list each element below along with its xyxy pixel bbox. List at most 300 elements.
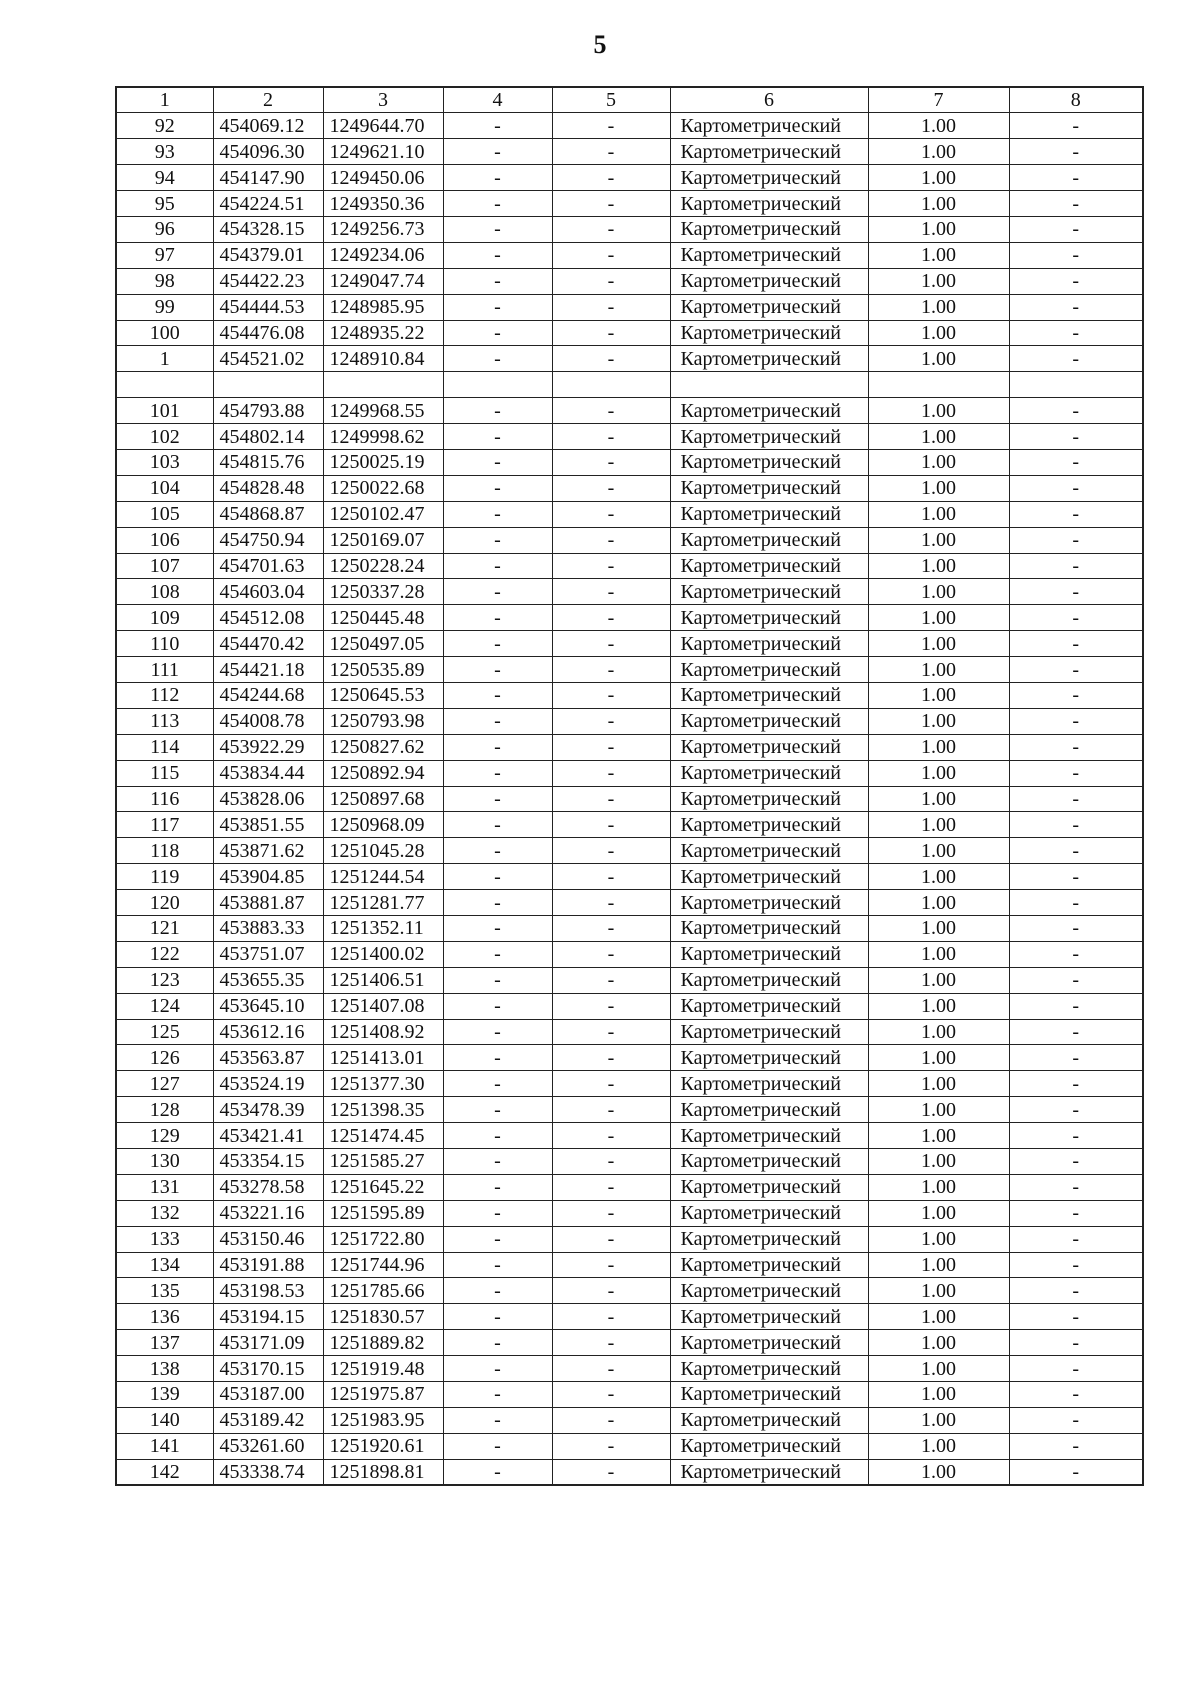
table-cell: - <box>1009 1097 1143 1123</box>
table-cell: - <box>443 812 552 838</box>
table-cell: - <box>552 165 670 191</box>
table-row <box>116 1459 1143 1485</box>
table-cell: 453194.15 <box>213 1304 323 1330</box>
table-cell: 1250228.24 <box>323 553 443 579</box>
table-cell: - <box>443 216 552 242</box>
table-row <box>116 941 1143 967</box>
table-cell: - <box>552 1407 670 1433</box>
table-row <box>116 165 1143 191</box>
table-cell: 132 <box>116 1200 213 1226</box>
table-cell: 454868.87 <box>213 501 323 527</box>
table-cell: 453612.16 <box>213 1019 323 1045</box>
table-cell: - <box>443 760 552 786</box>
table-row <box>116 294 1143 320</box>
table-cell: - <box>552 941 670 967</box>
table-cell: - <box>443 682 552 708</box>
table-cell: - <box>1009 993 1143 1019</box>
table-cell: - <box>552 475 670 501</box>
table-cell: - <box>1009 708 1143 734</box>
table-cell: 1250645.53 <box>323 682 443 708</box>
table-cell: 116 <box>116 786 213 812</box>
table-row <box>116 890 1143 916</box>
table-cell: Картометрический <box>670 864 868 890</box>
table-cell: - <box>443 1149 552 1175</box>
table-cell: 453751.07 <box>213 941 323 967</box>
table-cell: 1.00 <box>868 1252 1009 1278</box>
table-cell: 112 <box>116 682 213 708</box>
table-cell: 1249256.73 <box>323 216 443 242</box>
table-cell: - <box>443 449 552 475</box>
table-cell: - <box>443 1174 552 1200</box>
table-cell: 454379.01 <box>213 242 323 268</box>
table-cell: 123 <box>116 967 213 993</box>
table-cell: 454470.42 <box>213 631 323 657</box>
table-cell: - <box>443 1330 552 1356</box>
table-cell: 1251408.92 <box>323 1019 443 1045</box>
table-cell: - <box>552 1252 670 1278</box>
table-cell: 454096.30 <box>213 139 323 165</box>
table-cell: - <box>552 553 670 579</box>
table-cell: 454793.88 <box>213 398 323 424</box>
table-cell: 110 <box>116 631 213 657</box>
table-cell: 454444.53 <box>213 294 323 320</box>
table-cell: - <box>552 1019 670 1045</box>
table-cell: 1.00 <box>868 1382 1009 1408</box>
header-cell: 3 <box>323 87 443 113</box>
table-cell: - <box>552 1071 670 1097</box>
table-cell: 1.00 <box>868 1304 1009 1330</box>
table-cell: - <box>1009 346 1143 372</box>
table-cell: 118 <box>116 838 213 864</box>
table-cell: 1.00 <box>868 812 1009 838</box>
table-cell: 1.00 <box>868 191 1009 217</box>
table-cell: - <box>1009 113 1143 139</box>
table-cell: - <box>443 605 552 631</box>
table-cell: - <box>443 1045 552 1071</box>
table-row <box>116 657 1143 683</box>
table-cell <box>116 372 213 398</box>
table-cell: - <box>552 967 670 993</box>
table-row <box>116 553 1143 579</box>
table-cell: Картометрический <box>670 1330 868 1356</box>
table-cell: - <box>552 398 670 424</box>
table-cell: - <box>552 320 670 346</box>
table-cell: 142 <box>116 1459 213 1485</box>
table-cell: 1.00 <box>868 216 1009 242</box>
table-row <box>116 1123 1143 1149</box>
table-cell: - <box>1009 1278 1143 1304</box>
table-cell: 454244.68 <box>213 682 323 708</box>
table-cell: 120 <box>116 890 213 916</box>
table-cell: - <box>552 838 670 864</box>
table-cell: Картометрический <box>670 838 868 864</box>
table-body <box>116 87 1143 1485</box>
table-cell: Картометрический <box>670 1019 868 1045</box>
table-cell: Картометрический <box>670 1304 868 1330</box>
table-row <box>116 320 1143 346</box>
table-cell: - <box>1009 941 1143 967</box>
table-cell: 453421.41 <box>213 1123 323 1149</box>
table-cell: Картометрический <box>670 1356 868 1382</box>
table-row <box>116 760 1143 786</box>
table-cell: 105 <box>116 501 213 527</box>
table-cell: 1249968.55 <box>323 398 443 424</box>
table-cell: 1.00 <box>868 682 1009 708</box>
table-cell: 453278.58 <box>213 1174 323 1200</box>
table-cell: Картометрический <box>670 1097 868 1123</box>
table-cell: - <box>443 113 552 139</box>
table-cell: Картометрический <box>670 967 868 993</box>
header-cell: 1 <box>116 87 213 113</box>
table-row <box>116 1200 1143 1226</box>
table-cell: 453851.55 <box>213 812 323 838</box>
table-cell: 1251889.82 <box>323 1330 443 1356</box>
table-cell: - <box>1009 553 1143 579</box>
table-cell: - <box>1009 1174 1143 1200</box>
table-cell: - <box>1009 320 1143 346</box>
table-cell: 1250337.28 <box>323 579 443 605</box>
table-row <box>116 139 1143 165</box>
table-cell: - <box>552 786 670 812</box>
table-cell: 453191.88 <box>213 1252 323 1278</box>
table-cell: Картометрический <box>670 553 868 579</box>
table-cell: - <box>443 268 552 294</box>
table-cell: 1251413.01 <box>323 1045 443 1071</box>
table-cell: 1250025.19 <box>323 449 443 475</box>
table-cell: 1251474.45 <box>323 1123 443 1149</box>
header-cell: 7 <box>868 87 1009 113</box>
table-cell: 137 <box>116 1330 213 1356</box>
table-cell: - <box>1009 605 1143 631</box>
table-row <box>116 631 1143 657</box>
table-cell: 453834.44 <box>213 760 323 786</box>
table-row <box>116 579 1143 605</box>
table-cell: - <box>552 812 670 838</box>
table-cell: Картометрический <box>670 398 868 424</box>
table-cell: 140 <box>116 1407 213 1433</box>
table-cell: 1248910.84 <box>323 346 443 372</box>
table-cell: 92 <box>116 113 213 139</box>
table-cell: 101 <box>116 398 213 424</box>
table-cell: 114 <box>116 734 213 760</box>
table-cell: Картометрический <box>670 1226 868 1252</box>
table-cell: 1251975.87 <box>323 1382 443 1408</box>
header-cell: 6 <box>670 87 868 113</box>
table-cell: 1.00 <box>868 1123 1009 1149</box>
table-cell: 1250793.98 <box>323 708 443 734</box>
table-cell: - <box>552 734 670 760</box>
table-cell: - <box>1009 1356 1143 1382</box>
table-cell: 1.00 <box>868 890 1009 916</box>
table-row <box>116 1382 1143 1408</box>
table-cell: - <box>552 346 670 372</box>
header-cell: 4 <box>443 87 552 113</box>
table-cell: 1.00 <box>868 1019 1009 1045</box>
table-cell: - <box>1009 1071 1143 1097</box>
table-cell: 1.00 <box>868 1097 1009 1123</box>
table-cell: - <box>552 1123 670 1149</box>
table-cell: 1.00 <box>868 1330 1009 1356</box>
table-cell: Картометрический <box>670 1278 868 1304</box>
table-cell: - <box>443 1407 552 1433</box>
table-cell: 133 <box>116 1226 213 1252</box>
table-cell: - <box>1009 1459 1143 1485</box>
table-cell <box>323 372 443 398</box>
table-cell: 1.00 <box>868 760 1009 786</box>
table-cell: - <box>443 139 552 165</box>
table-cell: - <box>1009 449 1143 475</box>
table-cell: 1.00 <box>868 346 1009 372</box>
table-cell: - <box>443 475 552 501</box>
table-cell: 1.00 <box>868 113 1009 139</box>
table-cell: 119 <box>116 864 213 890</box>
table-row <box>116 372 1143 398</box>
table-cell: 1250022.68 <box>323 475 443 501</box>
table-cell: Картометрический <box>670 916 868 942</box>
table-cell: 453171.09 <box>213 1330 323 1356</box>
table-row <box>116 1097 1143 1123</box>
table-cell: 1250897.68 <box>323 786 443 812</box>
table-cell: - <box>552 708 670 734</box>
table-row <box>116 424 1143 450</box>
table-cell: - <box>443 1356 552 1382</box>
table-cell: - <box>552 1330 670 1356</box>
table-cell: 1.00 <box>868 165 1009 191</box>
table-row <box>116 1330 1143 1356</box>
table-cell: - <box>443 1252 552 1278</box>
table-cell: 126 <box>116 1045 213 1071</box>
table-cell: 100 <box>116 320 213 346</box>
table-row <box>116 268 1143 294</box>
table-cell: 129 <box>116 1123 213 1149</box>
table-cell: 1.00 <box>868 1045 1009 1071</box>
table-cell: Картометрический <box>670 191 868 217</box>
table-cell: - <box>1009 501 1143 527</box>
table-cell: - <box>552 424 670 450</box>
table-cell: 453828.06 <box>213 786 323 812</box>
table-cell: 1.00 <box>868 734 1009 760</box>
table-cell: 1251920.61 <box>323 1433 443 1459</box>
table-cell: - <box>443 864 552 890</box>
table-cell: - <box>443 1200 552 1226</box>
page-number: 5 <box>593 30 607 59</box>
table-cell: - <box>552 191 670 217</box>
table-cell: - <box>552 1200 670 1226</box>
table-cell: 1.00 <box>868 527 1009 553</box>
table-cell: 122 <box>116 941 213 967</box>
table-cell: - <box>1009 838 1143 864</box>
table-row <box>116 967 1143 993</box>
table-cell: - <box>552 605 670 631</box>
table-cell: 1251898.81 <box>323 1459 443 1485</box>
table-cell: 1249047.74 <box>323 268 443 294</box>
table-cell: 103 <box>116 449 213 475</box>
table-cell: Картометрический <box>670 734 868 760</box>
table-cell: 93 <box>116 139 213 165</box>
table-cell: 453871.62 <box>213 838 323 864</box>
table-cell: 1.00 <box>868 993 1009 1019</box>
table-cell: - <box>552 1226 670 1252</box>
table-cell: 454750.94 <box>213 527 323 553</box>
table-cell: 1251744.96 <box>323 1252 443 1278</box>
table-row <box>116 682 1143 708</box>
table-cell: - <box>552 890 670 916</box>
table-cell: 141 <box>116 1433 213 1459</box>
table-cell: 94 <box>116 165 213 191</box>
table-cell: - <box>443 708 552 734</box>
table-cell: - <box>443 527 552 553</box>
table-cell: - <box>443 1433 552 1459</box>
table-cell: - <box>1009 1382 1143 1408</box>
table-cell: - <box>443 916 552 942</box>
table-cell: - <box>1009 191 1143 217</box>
table-cell: - <box>1009 294 1143 320</box>
table-cell: 1249644.70 <box>323 113 443 139</box>
table-cell: 1.00 <box>868 320 1009 346</box>
table-cell: 136 <box>116 1304 213 1330</box>
table-cell: - <box>552 864 670 890</box>
table-cell: 111 <box>116 657 213 683</box>
table-row <box>116 398 1143 424</box>
table-row <box>116 216 1143 242</box>
table-cell: 453221.16 <box>213 1200 323 1226</box>
table-cell: - <box>1009 967 1143 993</box>
table-cell: 121 <box>116 916 213 942</box>
table-cell: 1250892.94 <box>323 760 443 786</box>
table-cell: - <box>1009 398 1143 424</box>
table-cell: 1.00 <box>868 398 1009 424</box>
table-cell: 99 <box>116 294 213 320</box>
table-cell: 113 <box>116 708 213 734</box>
table-cell: Картометрический <box>670 165 868 191</box>
table-cell: 1250102.47 <box>323 501 443 527</box>
table-cell: - <box>552 113 670 139</box>
table-cell: 1.00 <box>868 864 1009 890</box>
table-row <box>116 501 1143 527</box>
table-row <box>116 527 1143 553</box>
table-cell: 1.00 <box>868 631 1009 657</box>
table-cell: 1.00 <box>868 1149 1009 1175</box>
table-row <box>116 708 1143 734</box>
table-cell: 1.00 <box>868 1433 1009 1459</box>
table-cell: Картометрический <box>670 579 868 605</box>
table-cell: Картометрический <box>670 1200 868 1226</box>
table-cell: 130 <box>116 1149 213 1175</box>
table-cell: - <box>443 1123 552 1149</box>
table-cell: - <box>443 1304 552 1330</box>
table-cell: 454008.78 <box>213 708 323 734</box>
table-cell: Картометрический <box>670 113 868 139</box>
table-row <box>116 812 1143 838</box>
table-cell: - <box>552 631 670 657</box>
table-cell: Картометрический <box>670 1149 868 1175</box>
table-cell: 454069.12 <box>213 113 323 139</box>
table-cell: 138 <box>116 1356 213 1382</box>
table-cell: - <box>552 139 670 165</box>
table-cell: - <box>1009 1330 1143 1356</box>
table-cell: 1251645.22 <box>323 1174 443 1200</box>
table-cell: 1250827.62 <box>323 734 443 760</box>
table-cell: 1251722.80 <box>323 1226 443 1252</box>
table-cell: - <box>1009 916 1143 942</box>
table-cell: - <box>552 1459 670 1485</box>
table-cell: Картометрический <box>670 1407 868 1433</box>
table-cell: 1251595.89 <box>323 1200 443 1226</box>
table-cell: - <box>552 1382 670 1408</box>
table-cell: - <box>1009 424 1143 450</box>
table-cell: - <box>1009 786 1143 812</box>
table-cell: Картометрический <box>670 1459 868 1485</box>
table-cell: - <box>552 1045 670 1071</box>
table-cell: Картометрический <box>670 1123 868 1149</box>
table-cell: 1249450.06 <box>323 165 443 191</box>
table-cell: - <box>552 682 670 708</box>
table-cell: - <box>443 786 552 812</box>
table-cell: 453883.33 <box>213 916 323 942</box>
table-row <box>116 605 1143 631</box>
table-cell: 454521.02 <box>213 346 323 372</box>
table-cell <box>670 372 868 398</box>
table-cell <box>552 372 670 398</box>
table-cell: 1.00 <box>868 1226 1009 1252</box>
table-cell: 135 <box>116 1278 213 1304</box>
table-cell: Картометрический <box>670 631 868 657</box>
table-cell: Картометрический <box>670 268 868 294</box>
table-cell: - <box>443 1019 552 1045</box>
table-cell: - <box>1009 760 1143 786</box>
table-cell: 453904.85 <box>213 864 323 890</box>
table-cell: - <box>1009 1123 1143 1149</box>
table-row <box>116 1174 1143 1200</box>
table-cell: Картометрический <box>670 475 868 501</box>
table-cell: - <box>552 1097 670 1123</box>
table-cell: 1.00 <box>868 916 1009 942</box>
table-cell: - <box>1009 268 1143 294</box>
table-cell: Картометрический <box>670 242 868 268</box>
table-row <box>116 1278 1143 1304</box>
table-cell: 1251281.77 <box>323 890 443 916</box>
table-cell: 453524.19 <box>213 1071 323 1097</box>
table-cell: - <box>443 346 552 372</box>
table-cell: - <box>1009 579 1143 605</box>
table-cell: - <box>552 760 670 786</box>
table-cell: Картометрический <box>670 449 868 475</box>
table-cell: - <box>443 424 552 450</box>
table-cell: - <box>552 216 670 242</box>
table-cell: - <box>443 1278 552 1304</box>
table-cell: 1.00 <box>868 941 1009 967</box>
table-cell: - <box>552 449 670 475</box>
table-cell: - <box>552 1149 670 1175</box>
table-row <box>116 864 1143 890</box>
table-cell: 1.00 <box>868 1356 1009 1382</box>
table-cell: 1250497.05 <box>323 631 443 657</box>
table-cell: 104 <box>116 475 213 501</box>
table-cell: 1248985.95 <box>323 294 443 320</box>
table-cell: 115 <box>116 760 213 786</box>
table-cell: 454603.04 <box>213 579 323 605</box>
table-cell: - <box>1009 1019 1143 1045</box>
table-cell: 453198.53 <box>213 1278 323 1304</box>
table-row <box>116 1226 1143 1252</box>
table-header-row <box>116 87 1143 113</box>
table-cell: - <box>1009 1407 1143 1433</box>
table-cell: - <box>552 1174 670 1200</box>
table-cell: - <box>443 501 552 527</box>
table-cell: 1.00 <box>868 1071 1009 1097</box>
header-cell: 8 <box>1009 87 1143 113</box>
table-row <box>116 346 1143 372</box>
